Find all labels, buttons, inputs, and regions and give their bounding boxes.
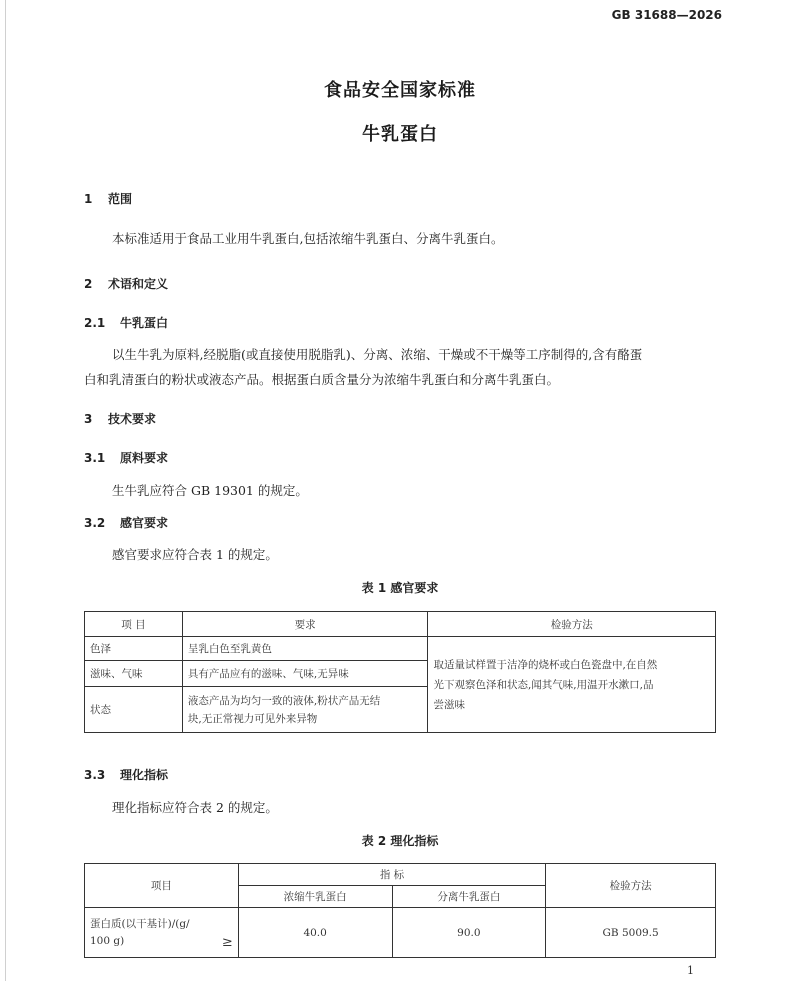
cell-requirement: 呈乳白色至乳黄色 bbox=[182, 637, 428, 661]
section-title: 原料要求 bbox=[120, 451, 169, 465]
cell-method: GB 5009.5 bbox=[546, 908, 716, 958]
section-3-2-text: 感官要求应符合表 1 的规定。 bbox=[112, 547, 278, 562]
table-2-caption: 表 2 理化指标 bbox=[361, 834, 439, 848]
cell-requirement: 液态产品为均匀一致的液体,粉状产品无结 块,无正常视力可见外来异物 bbox=[182, 687, 428, 733]
section-title: 范围 bbox=[108, 192, 133, 206]
section-title: 感官要求 bbox=[120, 516, 169, 530]
section-title: 术语和定义 bbox=[108, 277, 169, 291]
header-item: 项目 bbox=[85, 864, 239, 908]
header-concentrated: 浓缩牛乳蛋白 bbox=[238, 886, 392, 908]
section-3-heading bbox=[84, 410, 156, 427]
cell-item: 蛋白质(以干基计)/(g/ 100 g) ≥ bbox=[85, 908, 239, 958]
section-number: 3.1 bbox=[84, 451, 106, 465]
section-number: 3 bbox=[84, 412, 93, 426]
table-1-caption: 表 1 感官要求 bbox=[361, 581, 439, 595]
section-title: 理化指标 bbox=[120, 768, 169, 782]
section-number: 3.2 bbox=[84, 516, 106, 530]
section-3-1-text: 生牛乳应符合 GB 19301 的规定。 bbox=[112, 483, 308, 498]
cell-isolated: 90.0 bbox=[392, 908, 546, 958]
cell-requirement: 具有产品应有的滋味、气味,无异味 bbox=[182, 661, 428, 687]
section-number: 3.3 bbox=[84, 768, 106, 782]
table-row bbox=[85, 637, 716, 661]
table-header-row bbox=[85, 864, 716, 886]
section-3-3-text: 理化指标应符合表 2 的规定。 bbox=[112, 800, 278, 815]
header-method: 检验方法 bbox=[428, 612, 716, 637]
ge-symbol: ≥ bbox=[221, 935, 233, 950]
table-header-row bbox=[85, 612, 716, 637]
cell-item: 色泽 bbox=[85, 637, 183, 661]
cell-concentrated: 40.0 bbox=[238, 908, 392, 958]
section-2-heading bbox=[84, 275, 168, 292]
standard-number: GB 31688—2026 bbox=[611, 8, 722, 22]
cell-item: 滋味、气味 bbox=[85, 661, 183, 687]
header-item: 项 目 bbox=[85, 612, 183, 637]
header-method: 检验方法 bbox=[546, 864, 716, 908]
header-isolated: 分离牛乳蛋白 bbox=[392, 886, 546, 908]
section-1-heading bbox=[84, 190, 132, 207]
page-number: 1 bbox=[687, 964, 694, 977]
section-title: 技术要求 bbox=[108, 412, 157, 426]
section-2-1-heading bbox=[84, 314, 168, 331]
header-indicator: 指 标 bbox=[238, 864, 545, 886]
section-3-1-heading bbox=[84, 449, 168, 466]
section-title: 牛乳蛋白 bbox=[120, 316, 169, 330]
section-1-text: 本标准适用于食品工业用牛乳蛋白,包括浓缩牛乳蛋白、分离牛乳蛋白。 bbox=[112, 231, 504, 246]
cell-method: 取适量试样置于洁净的烧杯或白色瓷盘中,在自然 光下观察色泽和状态,闻其气味,用温开水漱口,品 尝滋味 bbox=[428, 637, 716, 733]
physicochemical-indicators-table bbox=[84, 863, 716, 958]
table-row bbox=[85, 908, 716, 958]
section-number: 1 bbox=[84, 192, 93, 206]
document-subtitle: 牛乳蛋白 bbox=[362, 124, 438, 145]
sensory-requirements-table bbox=[84, 611, 716, 733]
section-number: 2 bbox=[84, 277, 93, 291]
section-3-2-heading bbox=[84, 514, 168, 531]
section-2-1-text: 以生牛乳为原料,经脱脂(或直接使用脱脂乳)、分离、浓缩、干燥或不干燥等工序制得的,含有酪蛋 白和乳清蛋白的粉状或液态产品。根据蛋白质含量分为浓缩牛乳蛋白和分离牛乳蛋白。 bbox=[84, 347, 643, 387]
document-title: 食品安全国家标准 bbox=[324, 80, 476, 101]
section-number: 2.1 bbox=[84, 316, 106, 330]
header-requirement: 要求 bbox=[182, 612, 428, 637]
cell-item: 状态 bbox=[85, 687, 183, 733]
section-3-3-heading bbox=[84, 766, 168, 783]
